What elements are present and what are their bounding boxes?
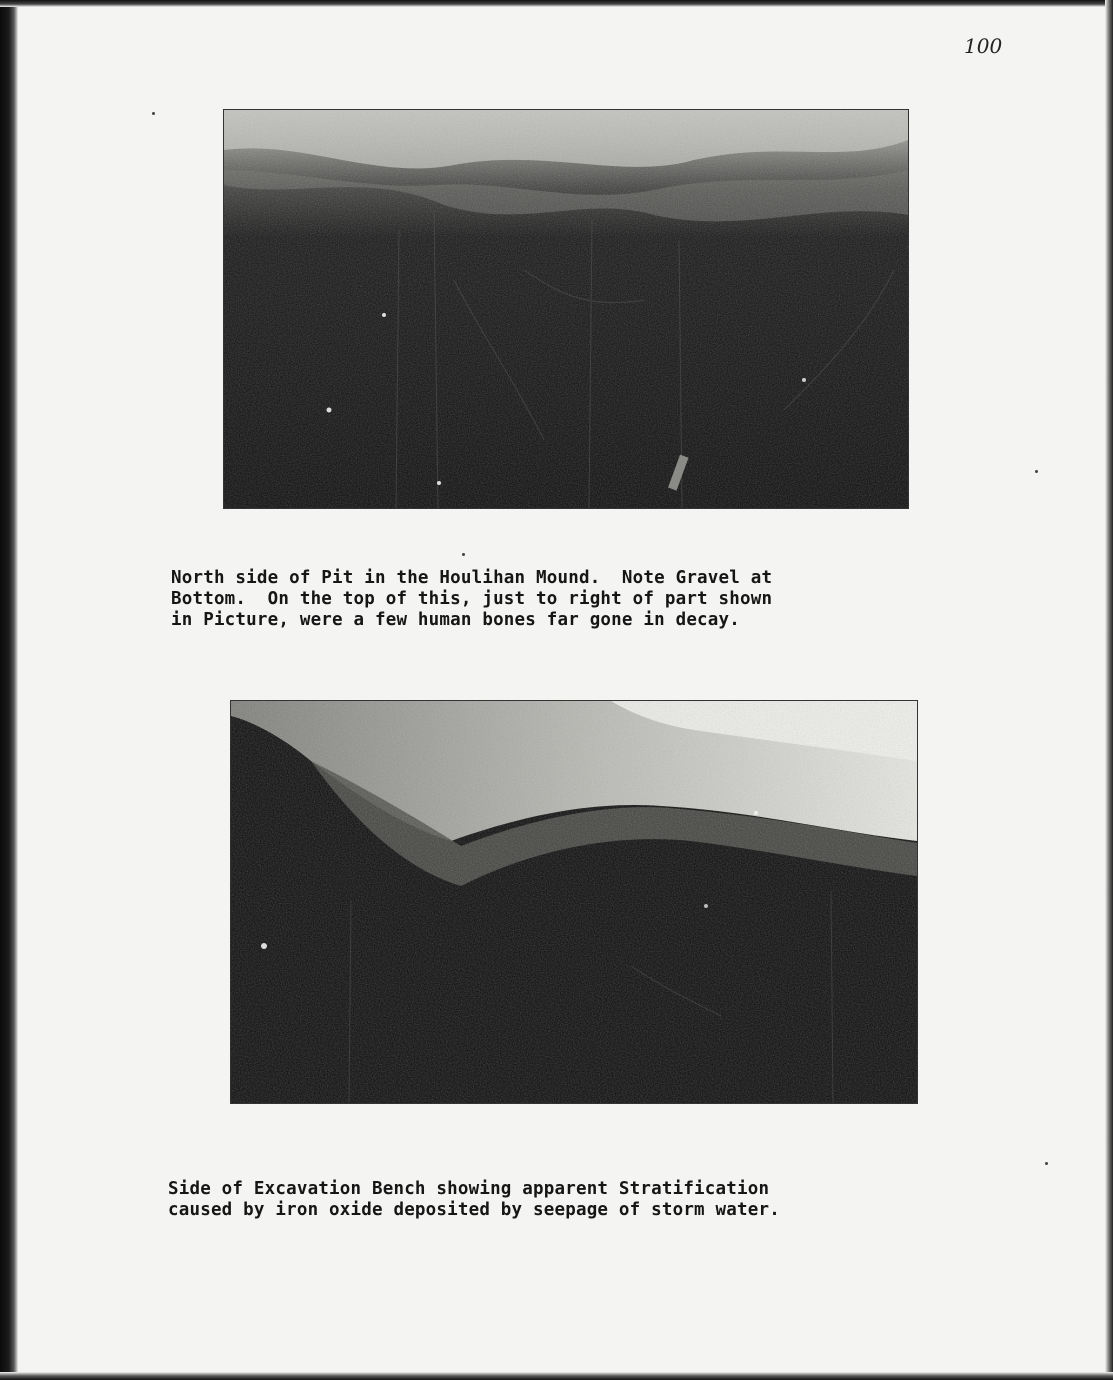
caption-north-side-of-pit [171, 568, 772, 631]
photo-north-side-of-pit [224, 110, 908, 508]
scan-edge-top [0, 0, 1113, 7]
dust-speck [462, 553, 465, 556]
scan-edge-bottom [0, 1372, 1113, 1380]
caption-line: in Picture, were a few human bones far gone in decay. [171, 610, 741, 630]
dust-speck [1035, 470, 1038, 473]
caption-line: Side of Excavation Bench showing apparent Stratification [168, 1179, 770, 1199]
scan-edge-right [1105, 0, 1113, 1380]
dust-speck [1045, 1162, 1048, 1165]
caption-line: North side of Pit in the Houlihan Mound. Note Gravel at [171, 568, 773, 588]
dust-speck [152, 112, 155, 115]
caption-line: caused by iron oxide deposited by seepage of storm water. [168, 1200, 780, 1220]
caption-line: Bottom. On the top of this, just to right of part shown [171, 589, 773, 609]
photo-excavation-bench [231, 701, 917, 1103]
page-number: 100 [964, 34, 1003, 58]
caption-excavation-bench [168, 1179, 780, 1221]
scan-edge-left [0, 0, 18, 1380]
